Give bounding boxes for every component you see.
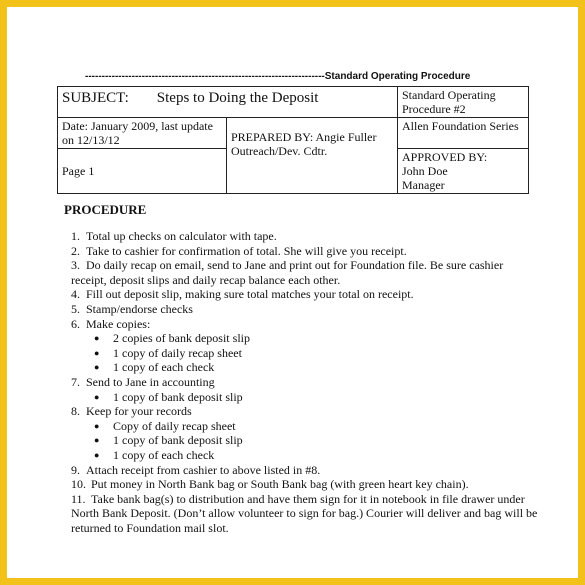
approver-name: John Doe	[402, 164, 448, 178]
prepared-by-cell: PREPARED BY: Angie Fuller Outreach/Dev. Cdtr.	[227, 118, 398, 194]
bullet-item	[71, 390, 541, 405]
disc-bullet-icon: ●	[94, 435, 100, 446]
step-number: 8.	[71, 404, 80, 419]
step-number: 1.	[71, 229, 80, 243]
bullet-item	[71, 419, 541, 434]
step-number: 7.	[71, 374, 80, 389]
approver-title: Manager	[402, 178, 445, 192]
step-number: 6.	[71, 316, 80, 331]
step-text: Attach receipt from cashier to above listed in #8.	[86, 462, 321, 477]
subject-label: SUBJECT:	[62, 90, 129, 106]
step-text: Do daily recap on email, send to Jane and print out for Foundation file. Be sure cashier receipt, deposit slips and daily recap balance each other.	[71, 258, 504, 287]
bullet-item	[71, 346, 541, 361]
step-number: 5.	[71, 301, 80, 316]
date-cell: Date: January 2009, last update on 12/13/12	[58, 118, 227, 149]
step-text: Put money in North Bank bag or South Bank bag (with green heart key chain).	[91, 477, 469, 492]
bullet-text: 1 copy of each check	[113, 360, 215, 375]
procedure-step	[71, 404, 541, 419]
document-page	[7, 7, 578, 578]
bullet-item	[71, 360, 541, 375]
sop-header-line: ------------------------------------------------------------------------Standard Operating Procedure	[85, 71, 471, 82]
disc-bullet-icon: ●	[94, 449, 100, 460]
step-text: Take to cashier for confirmation of total. She will give you receipt.	[86, 243, 407, 258]
bullet-text: 1 copy of bank deposit slip	[113, 433, 243, 448]
procedure-step	[71, 302, 541, 317]
procedure-step	[71, 229, 541, 244]
procedure-list	[71, 229, 541, 535]
step-text: Stamp/endorse checks	[86, 301, 193, 316]
bullet-text: Copy of daily recap sheet	[113, 418, 236, 433]
disc-bullet-icon: ●	[94, 420, 100, 431]
sop-number-cell: Standard Operating Procedure #2	[398, 87, 529, 118]
disc-bullet-icon: ●	[94, 333, 100, 344]
bullet-text: 1 copy of each check	[113, 447, 215, 462]
procedure-heading: PROCEDURE	[64, 202, 147, 217]
step-text: Send to Jane in accounting	[86, 374, 215, 389]
procedure-step	[71, 287, 541, 302]
step-number: 11.	[71, 491, 86, 506]
step-text: Make copies:	[86, 316, 151, 331]
procedure-step	[71, 375, 541, 390]
procedure-step	[71, 244, 541, 259]
procedure-step	[59, 492, 541, 536]
step-number: 3.	[71, 258, 80, 273]
step-number: 9.	[71, 462, 80, 477]
step-text: Keep for your records	[86, 404, 192, 419]
disc-bullet-icon: ●	[94, 362, 100, 373]
procedure-step	[71, 463, 541, 478]
bullet-text: 1 copy of daily recap sheet	[113, 345, 242, 360]
bullet-item	[71, 433, 541, 448]
step-number: 10.	[71, 477, 86, 492]
subject-text: Steps to Doing the Deposit	[156, 90, 319, 106]
step-text: Fill out deposit slip, making sure total matches your total on receipt.	[86, 287, 414, 302]
disc-bullet-icon: ●	[94, 347, 100, 358]
page-number-cell: Page 1	[58, 149, 227, 194]
disc-bullet-icon: ●	[94, 391, 100, 402]
approved-by-label: APPROVED BY:	[402, 150, 488, 164]
sop-info-table	[57, 86, 529, 194]
procedure-step	[71, 477, 541, 492]
step-number: 4.	[71, 287, 80, 302]
step-number: 2.	[71, 243, 80, 258]
step-text: Take bank bag(s) to distribution and have them sign for it in notebook in file drawer under North Bank Deposit. (Don’t allow volunteer to sign for bag.) Courier will deliver and bag will be returned to Foundation mail slot.	[71, 491, 538, 535]
subject-cell	[58, 87, 398, 118]
procedure-step	[71, 317, 541, 332]
bullet-item	[71, 448, 541, 463]
approval-cell	[398, 149, 529, 194]
series-cell: Allen Foundation Series	[398, 118, 529, 149]
procedure-step	[59, 258, 541, 287]
step-text: Total up checks on calculator with tape.	[86, 229, 277, 243]
bullet-text: 1 copy of bank deposit slip	[113, 389, 243, 404]
bullet-item	[71, 331, 541, 346]
bullet-text: 2 copies of bank deposit slip	[113, 331, 250, 346]
